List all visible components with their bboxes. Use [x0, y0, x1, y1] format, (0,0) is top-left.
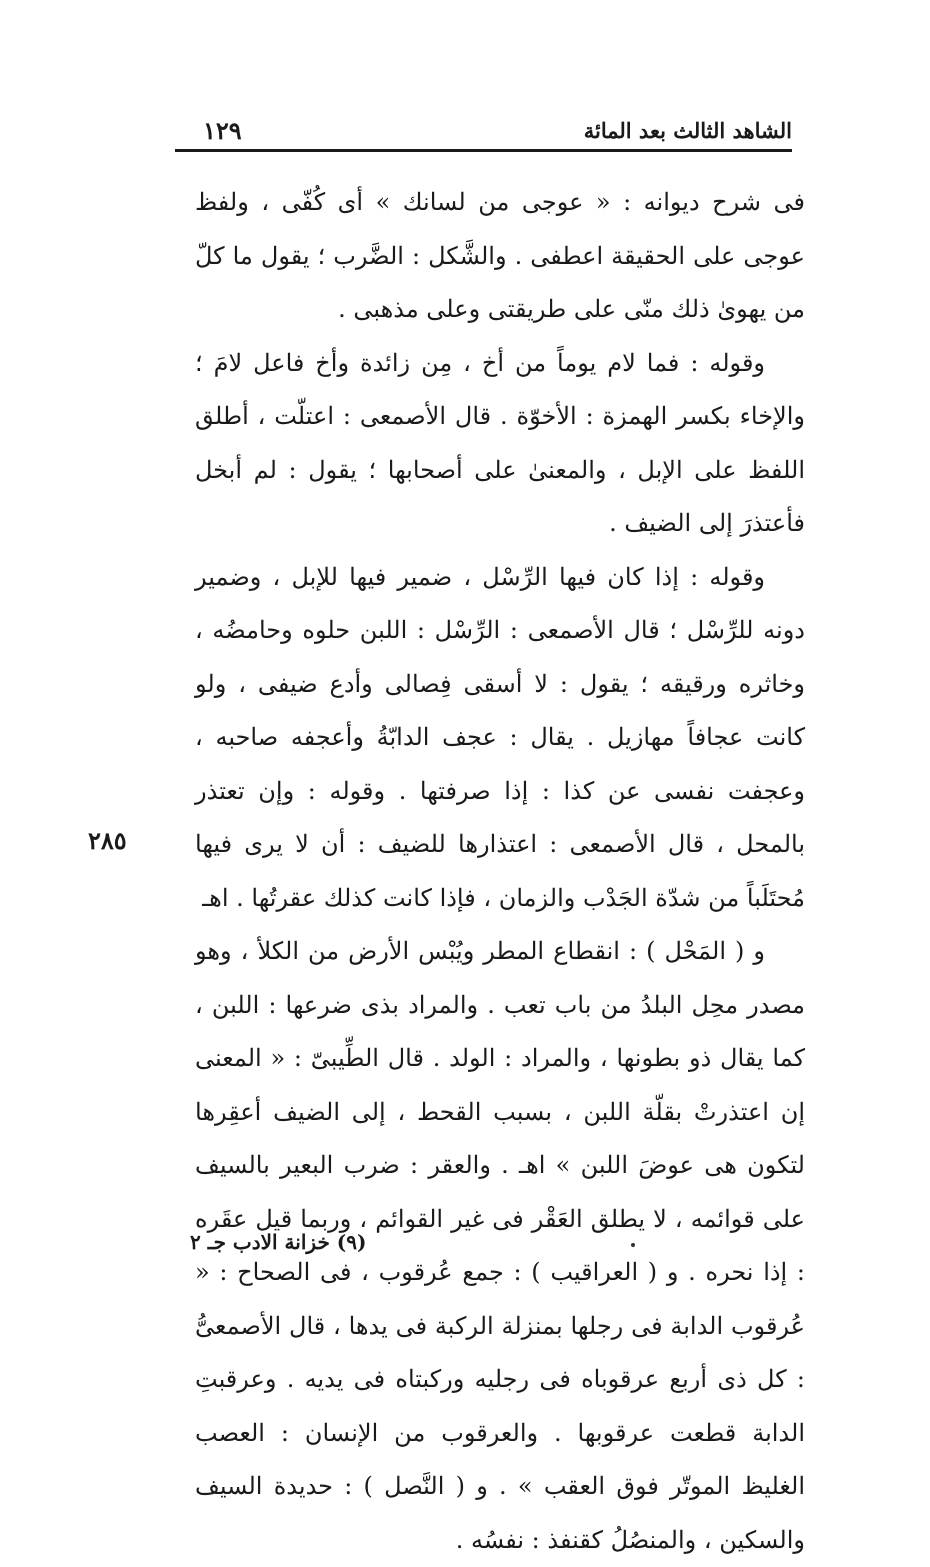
paragraph: و ( المَحْل ) : انقطاع المطر ويُبْس الأرض من الكلأ ، وهو مصدر محِل البلدُ من باب تعب . والمراد بذى ضرعها : اللبن ، كما يقال ذو بطونها ، والمراد : الولد . قال الطِّيبىّ : « المعنى إن اعتذرتْ بقلّة اللبن ، بسبب القحط ، إلى الضيف أعقِرها لتكون هى عوضَ اللبن » اهـ . والعقر : ضرب البعير بالسيف على قوائمه ، لا يطلق العَقْر فى غير القوائم ، وربما قيل عقَره : إذا نحره . و ( العراقيب ) : جمع عُرقوب ، فى الصحاح : « عُرقوب الدابة فى رجلها بمنزلة الركبة فى يدها ، قال الأصمعىُّ : كل ذى أربع عرقوباه فى رجليه وركبتاه فى يديه . وعرقبتِ الدابة قطعت عرقوبها . والعرقوب من الإنسان : العصب الغليظ الموتّر فوق العقب » . و ( النَّصل ) : حديدة السيف والسكين ، والمنصُلُ كقنفذ : نفسُه .	[195, 937, 805, 1554]
paragraph: فى شرح ديوانه : « عوجى من لسانك » أى كُفّى ، ولفظ عوجى على الحقيقة اعطفى . والشَّكل : الضَّرب ؛ يقول ما كلّ من يهوىٰ ذلك منّى على طريقتى وعلى مذهبى .	[195, 188, 805, 323]
footer-signature: (٩) خزانة الادب جـ ٢	[190, 1230, 367, 1254]
margin-note: ٢٨٥	[88, 826, 127, 855]
header-rule	[175, 149, 792, 152]
printer-dot	[631, 1243, 635, 1247]
running-title: الشاهد الثالث بعد المائة	[583, 118, 792, 143]
page-number: ١٢٩	[203, 116, 242, 145]
paragraph: وقوله : إذا كان فيها الرِّسْل ، ضمير فيها للإبل ، وضمير دونه للرِّسْل ؛ قال الأصمعى : الرِّسْل : اللبن حلوه وحامضُه ، وخاثره ورقيقه ؛ يقول : لا أسقى فِصالى وأدع ضيفى ، ولو كانت عجافاً مهازيل . يقال : عجف الدابّةُ وأعجفه صاحبه ، وعجفت نفسى عن كذا : إذا صرفتها . وقوله : وإن تعتذر بالمحل ، قال الأصمعى : اعتذارها للضيف : أن لا يرى فيها مُحتَلَباً من شدّة الجَدْب والزمان ، فإذا كانت كذلك عقرتُها . اهـ	[195, 562, 805, 912]
body-text	[195, 176, 805, 1567]
paragraph: وقوله : فما لام يوماً من أخ ، مِن زائدة وأخ فاعل لامَ ؛ والإخاء بكسر الهمزة : الأخوّة . قال الأصمعى : اعتلّت ، أطلق اللفظ على الإبل ، والمعنىٰ على أصحابها ؛ يقول : لم أبخل فأعتذرَ إلى الضيف .	[195, 348, 805, 537]
page-header	[175, 108, 792, 148]
